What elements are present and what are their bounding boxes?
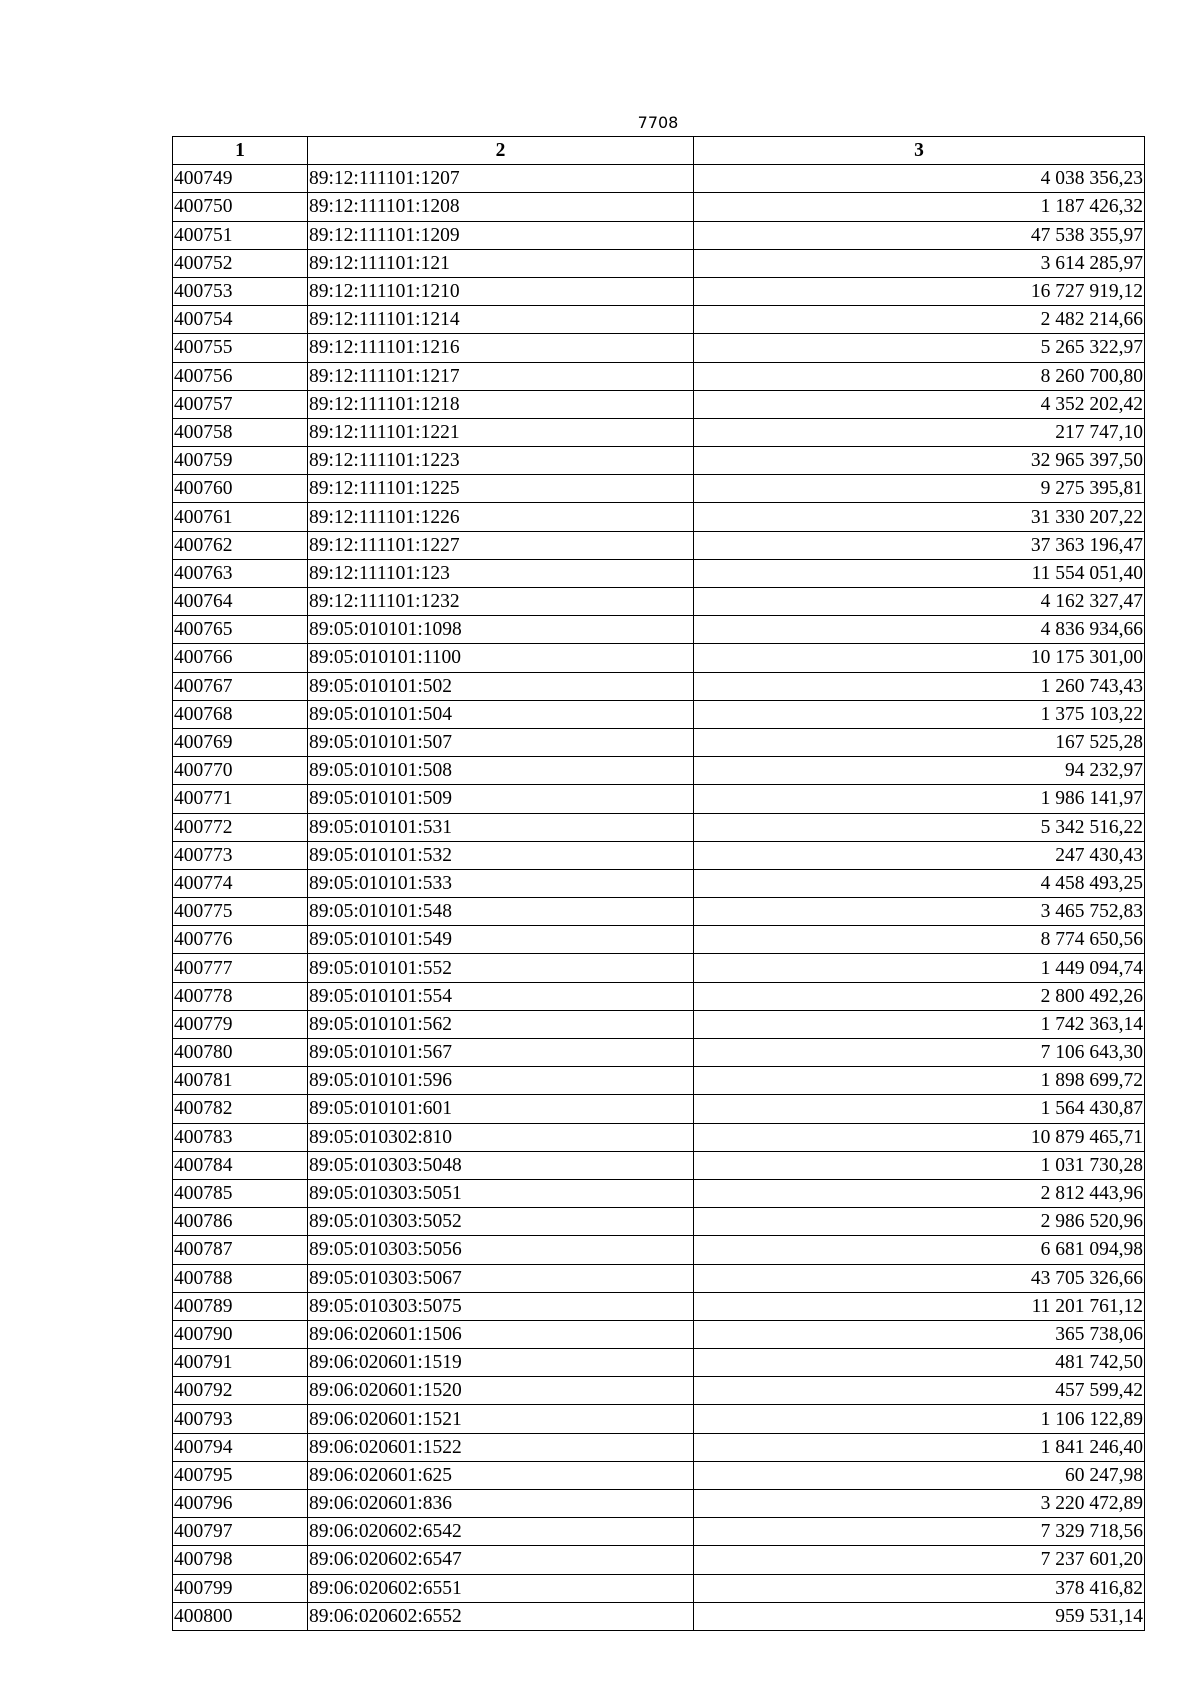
- cadastral-number-cell: 89:05:010101:1100: [308, 644, 694, 672]
- table-row: [173, 334, 1145, 362]
- table-row: [173, 841, 1145, 869]
- amount-cell: 4 038 356,23: [694, 165, 1145, 193]
- row-code-cell: 400798: [173, 1546, 308, 1574]
- table-row: [173, 926, 1145, 954]
- cadastral-number-cell: 89:05:010101:533: [308, 869, 694, 897]
- table-row: [173, 447, 1145, 475]
- amount-cell: 4 836 934,66: [694, 616, 1145, 644]
- amount-cell: 4 458 493,25: [694, 869, 1145, 897]
- cadastral-number-cell: 89:05:010101:509: [308, 785, 694, 813]
- table-row: [173, 390, 1145, 418]
- cadastral-number-cell: 89:12:111101:1217: [308, 362, 694, 390]
- table-row: [173, 813, 1145, 841]
- amount-cell: 11 554 051,40: [694, 559, 1145, 587]
- cadastral-number-cell: 89:06:020601:836: [308, 1490, 694, 1518]
- cadastral-number-cell: 89:12:111101:1223: [308, 447, 694, 475]
- table-row: [173, 249, 1145, 277]
- cadastral-number-cell: 89:06:020601:625: [308, 1461, 694, 1489]
- cadastral-number-cell: 89:06:020601:1519: [308, 1349, 694, 1377]
- cadastral-number-cell: 89:05:010101:562: [308, 1010, 694, 1038]
- cadastral-number-cell: 89:05:010101:552: [308, 954, 694, 982]
- row-code-cell: 400775: [173, 898, 308, 926]
- cadastral-number-cell: 89:05:010101:504: [308, 700, 694, 728]
- row-code-cell: 400750: [173, 193, 308, 221]
- row-code-cell: 400772: [173, 813, 308, 841]
- table-row: [173, 1095, 1145, 1123]
- row-code-cell: 400783: [173, 1123, 308, 1151]
- cadastral-number-cell: 89:06:020601:1521: [308, 1405, 694, 1433]
- cadastral-number-cell: 89:05:010101:532: [308, 841, 694, 869]
- table-row: [173, 165, 1145, 193]
- table-row: [173, 362, 1145, 390]
- row-code-cell: 400790: [173, 1320, 308, 1348]
- cadastral-number-cell: 89:12:111101:1232: [308, 588, 694, 616]
- row-code-cell: 400789: [173, 1292, 308, 1320]
- table-row: [173, 757, 1145, 785]
- row-code-cell: 400781: [173, 1067, 308, 1095]
- cadastral-number-cell: 89:12:111101:1226: [308, 503, 694, 531]
- amount-cell: 10 175 301,00: [694, 644, 1145, 672]
- table-row: [173, 672, 1145, 700]
- row-code-cell: 400769: [173, 728, 308, 756]
- amount-cell: 7 237 601,20: [694, 1546, 1145, 1574]
- cadastral-number-cell: 89:12:111101:1210: [308, 277, 694, 305]
- amount-cell: 94 232,97: [694, 757, 1145, 785]
- row-code-cell: 400787: [173, 1236, 308, 1264]
- table-row: [173, 728, 1145, 756]
- cadastral-number-cell: 89:06:020602:6552: [308, 1602, 694, 1630]
- amount-cell: 457 599,42: [694, 1377, 1145, 1405]
- amount-cell: 7 329 718,56: [694, 1518, 1145, 1546]
- table-row: [173, 588, 1145, 616]
- table-row: [173, 785, 1145, 813]
- column-header-2: 2: [308, 137, 694, 165]
- cadastral-number-cell: 89:05:010101:502: [308, 672, 694, 700]
- cadastral-number-cell: 89:06:020602:6542: [308, 1518, 694, 1546]
- amount-cell: 3 465 752,83: [694, 898, 1145, 926]
- row-code-cell: 400765: [173, 616, 308, 644]
- row-code-cell: 400777: [173, 954, 308, 982]
- cadastral-number-cell: 89:05:010303:5067: [308, 1264, 694, 1292]
- table-row: [173, 475, 1145, 503]
- cadastral-number-cell: 89:06:020601:1520: [308, 1377, 694, 1405]
- amount-cell: 9 275 395,81: [694, 475, 1145, 503]
- amount-cell: 1 841 246,40: [694, 1433, 1145, 1461]
- row-code-cell: 400780: [173, 1039, 308, 1067]
- amount-cell: 2 812 443,96: [694, 1179, 1145, 1207]
- row-code-cell: 400794: [173, 1433, 308, 1461]
- amount-cell: 32 965 397,50: [694, 447, 1145, 475]
- amount-cell: 1 449 094,74: [694, 954, 1145, 982]
- table-row: [173, 1039, 1145, 1067]
- row-code-cell: 400763: [173, 559, 308, 587]
- table-row: [173, 1292, 1145, 1320]
- amount-cell: 4 352 202,42: [694, 390, 1145, 418]
- amount-cell: 2 482 214,66: [694, 306, 1145, 334]
- amount-cell: 47 538 355,97: [694, 221, 1145, 249]
- table-row: [173, 1236, 1145, 1264]
- row-code-cell: 400758: [173, 418, 308, 446]
- amount-cell: 1 986 141,97: [694, 785, 1145, 813]
- cadastral-number-cell: 89:05:010101:548: [308, 898, 694, 926]
- table-row: [173, 1490, 1145, 1518]
- data-table: [172, 136, 1145, 1631]
- table-row: [173, 1349, 1145, 1377]
- amount-cell: 1 187 426,32: [694, 193, 1145, 221]
- cadastral-number-cell: 89:06:020601:1506: [308, 1320, 694, 1348]
- row-code-cell: 400760: [173, 475, 308, 503]
- cadastral-number-cell: 89:12:111101:1216: [308, 334, 694, 362]
- row-code-cell: 400796: [173, 1490, 308, 1518]
- amount-cell: 959 531,14: [694, 1602, 1145, 1630]
- amount-cell: 217 747,10: [694, 418, 1145, 446]
- amount-cell: 167 525,28: [694, 728, 1145, 756]
- table-row: [173, 221, 1145, 249]
- table-row: [173, 277, 1145, 305]
- row-code-cell: 400792: [173, 1377, 308, 1405]
- table-row: [173, 1179, 1145, 1207]
- row-code-cell: 400799: [173, 1574, 308, 1602]
- table-row: [173, 1461, 1145, 1489]
- amount-cell: 481 742,50: [694, 1349, 1145, 1377]
- row-code-cell: 400771: [173, 785, 308, 813]
- amount-cell: 3 220 472,89: [694, 1490, 1145, 1518]
- table-row: [173, 1010, 1145, 1038]
- row-code-cell: 400784: [173, 1151, 308, 1179]
- row-code-cell: 400795: [173, 1461, 308, 1489]
- table-row: [173, 982, 1145, 1010]
- column-header-1: 1: [173, 137, 308, 165]
- table-row: [173, 1320, 1145, 1348]
- table-row: [173, 193, 1145, 221]
- amount-cell: 31 330 207,22: [694, 503, 1145, 531]
- row-code-cell: 400759: [173, 447, 308, 475]
- amount-cell: 7 106 643,30: [694, 1039, 1145, 1067]
- row-code-cell: 400800: [173, 1602, 308, 1630]
- amount-cell: 5 342 516,22: [694, 813, 1145, 841]
- table-row: [173, 531, 1145, 559]
- table-row: [173, 1574, 1145, 1602]
- table-row: [173, 306, 1145, 334]
- amount-cell: 43 705 326,66: [694, 1264, 1145, 1292]
- row-code-cell: 400791: [173, 1349, 308, 1377]
- row-code-cell: 400766: [173, 644, 308, 672]
- row-code-cell: 400764: [173, 588, 308, 616]
- cadastral-number-cell: 89:12:111101:1209: [308, 221, 694, 249]
- table-row: [173, 644, 1145, 672]
- amount-cell: 1 031 730,28: [694, 1151, 1145, 1179]
- amount-cell: 365 738,06: [694, 1320, 1145, 1348]
- row-code-cell: 400752: [173, 249, 308, 277]
- cadastral-number-cell: 89:12:111101:1227: [308, 531, 694, 559]
- table-row: [173, 1602, 1145, 1630]
- cadastral-number-cell: 89:12:111101:1225: [308, 475, 694, 503]
- table-row: [173, 418, 1145, 446]
- row-code-cell: 400767: [173, 672, 308, 700]
- row-code-cell: 400773: [173, 841, 308, 869]
- cadastral-number-cell: 89:12:111101:1214: [308, 306, 694, 334]
- cadastral-number-cell: 89:12:111101:1208: [308, 193, 694, 221]
- cadastral-number-cell: 89:05:010101:549: [308, 926, 694, 954]
- row-code-cell: 400755: [173, 334, 308, 362]
- row-code-cell: 400761: [173, 503, 308, 531]
- amount-cell: 6 681 094,98: [694, 1236, 1145, 1264]
- cadastral-number-cell: 89:05:010303:5056: [308, 1236, 694, 1264]
- cadastral-number-cell: 89:05:010303:5075: [308, 1292, 694, 1320]
- amount-cell: 378 416,82: [694, 1574, 1145, 1602]
- row-code-cell: 400756: [173, 362, 308, 390]
- amount-cell: 247 430,43: [694, 841, 1145, 869]
- column-header-3: 3: [694, 137, 1145, 165]
- table-row: [173, 1067, 1145, 1095]
- table-row: [173, 1546, 1145, 1574]
- cadastral-number-cell: 89:06:020602:6551: [308, 1574, 694, 1602]
- cadastral-number-cell: 89:05:010101:596: [308, 1067, 694, 1095]
- row-code-cell: 400782: [173, 1095, 308, 1123]
- cadastral-number-cell: 89:05:010101:554: [308, 982, 694, 1010]
- table-row: [173, 1433, 1145, 1461]
- table-row: [173, 1208, 1145, 1236]
- amount-cell: 2 986 520,96: [694, 1208, 1145, 1236]
- header-row: [173, 137, 1145, 165]
- amount-cell: 1 260 743,43: [694, 672, 1145, 700]
- table-row: [173, 898, 1145, 926]
- table-row: [173, 1151, 1145, 1179]
- cadastral-number-cell: 89:05:010101:508: [308, 757, 694, 785]
- amount-cell: 1 742 363,14: [694, 1010, 1145, 1038]
- amount-cell: 3 614 285,97: [694, 249, 1145, 277]
- table-row: [173, 503, 1145, 531]
- row-code-cell: 400788: [173, 1264, 308, 1292]
- row-code-cell: 400762: [173, 531, 308, 559]
- table-row: [173, 616, 1145, 644]
- cadastral-number-cell: 89:05:010101:507: [308, 728, 694, 756]
- table-row: [173, 1123, 1145, 1151]
- cadastral-number-cell: 89:12:111101:121: [308, 249, 694, 277]
- amount-cell: 11 201 761,12: [694, 1292, 1145, 1320]
- amount-cell: 2 800 492,26: [694, 982, 1145, 1010]
- row-code-cell: 400774: [173, 869, 308, 897]
- row-code-cell: 400793: [173, 1405, 308, 1433]
- row-code-cell: 400797: [173, 1518, 308, 1546]
- cadastral-number-cell: 89:05:010101:531: [308, 813, 694, 841]
- cadastral-number-cell: 89:05:010101:1098: [308, 616, 694, 644]
- table-row: [173, 1377, 1145, 1405]
- cadastral-number-cell: 89:12:111101:1207: [308, 165, 694, 193]
- amount-cell: 1 106 122,89: [694, 1405, 1145, 1433]
- cadastral-number-cell: 89:05:010303:5052: [308, 1208, 694, 1236]
- table-row: [173, 954, 1145, 982]
- amount-cell: 1 898 699,72: [694, 1067, 1145, 1095]
- amount-cell: 1 564 430,87: [694, 1095, 1145, 1123]
- cadastral-number-cell: 89:05:010101:567: [308, 1039, 694, 1067]
- row-code-cell: 400753: [173, 277, 308, 305]
- amount-cell: 5 265 322,97: [694, 334, 1145, 362]
- amount-cell: 1 375 103,22: [694, 700, 1145, 728]
- table-row: [173, 1518, 1145, 1546]
- table-row: [173, 1264, 1145, 1292]
- amount-cell: 8 260 700,80: [694, 362, 1145, 390]
- table-row: [173, 559, 1145, 587]
- row-code-cell: 400751: [173, 221, 308, 249]
- amount-cell: 60 247,98: [694, 1461, 1145, 1489]
- cadastral-number-cell: 89:05:010101:601: [308, 1095, 694, 1123]
- cadastral-number-cell: 89:06:020601:1522: [308, 1433, 694, 1461]
- row-code-cell: 400776: [173, 926, 308, 954]
- row-code-cell: 400786: [173, 1208, 308, 1236]
- row-code-cell: 400785: [173, 1179, 308, 1207]
- row-code-cell: 400770: [173, 757, 308, 785]
- table-row: [173, 700, 1145, 728]
- cadastral-number-cell: 89:06:020602:6547: [308, 1546, 694, 1574]
- row-code-cell: 400757: [173, 390, 308, 418]
- table-row: [173, 869, 1145, 897]
- amount-cell: 4 162 327,47: [694, 588, 1145, 616]
- table-row: [173, 1405, 1145, 1433]
- page-number: 7708: [637, 113, 679, 132]
- row-code-cell: 400778: [173, 982, 308, 1010]
- cadastral-number-cell: 89:12:111101:1218: [308, 390, 694, 418]
- amount-cell: 8 774 650,56: [694, 926, 1145, 954]
- row-code-cell: 400754: [173, 306, 308, 334]
- amount-cell: 37 363 196,47: [694, 531, 1145, 559]
- cadastral-number-cell: 89:05:010303:5048: [308, 1151, 694, 1179]
- row-code-cell: 400779: [173, 1010, 308, 1038]
- amount-cell: 10 879 465,71: [694, 1123, 1145, 1151]
- cadastral-number-cell: 89:12:111101:123: [308, 559, 694, 587]
- table-body: [173, 165, 1145, 1631]
- row-code-cell: 400768: [173, 700, 308, 728]
- row-code-cell: 400749: [173, 165, 308, 193]
- cadastral-number-cell: 89:12:111101:1221: [308, 418, 694, 446]
- amount-cell: 16 727 919,12: [694, 277, 1145, 305]
- cadastral-number-cell: 89:05:010303:5051: [308, 1179, 694, 1207]
- cadastral-number-cell: 89:05:010302:810: [308, 1123, 694, 1151]
